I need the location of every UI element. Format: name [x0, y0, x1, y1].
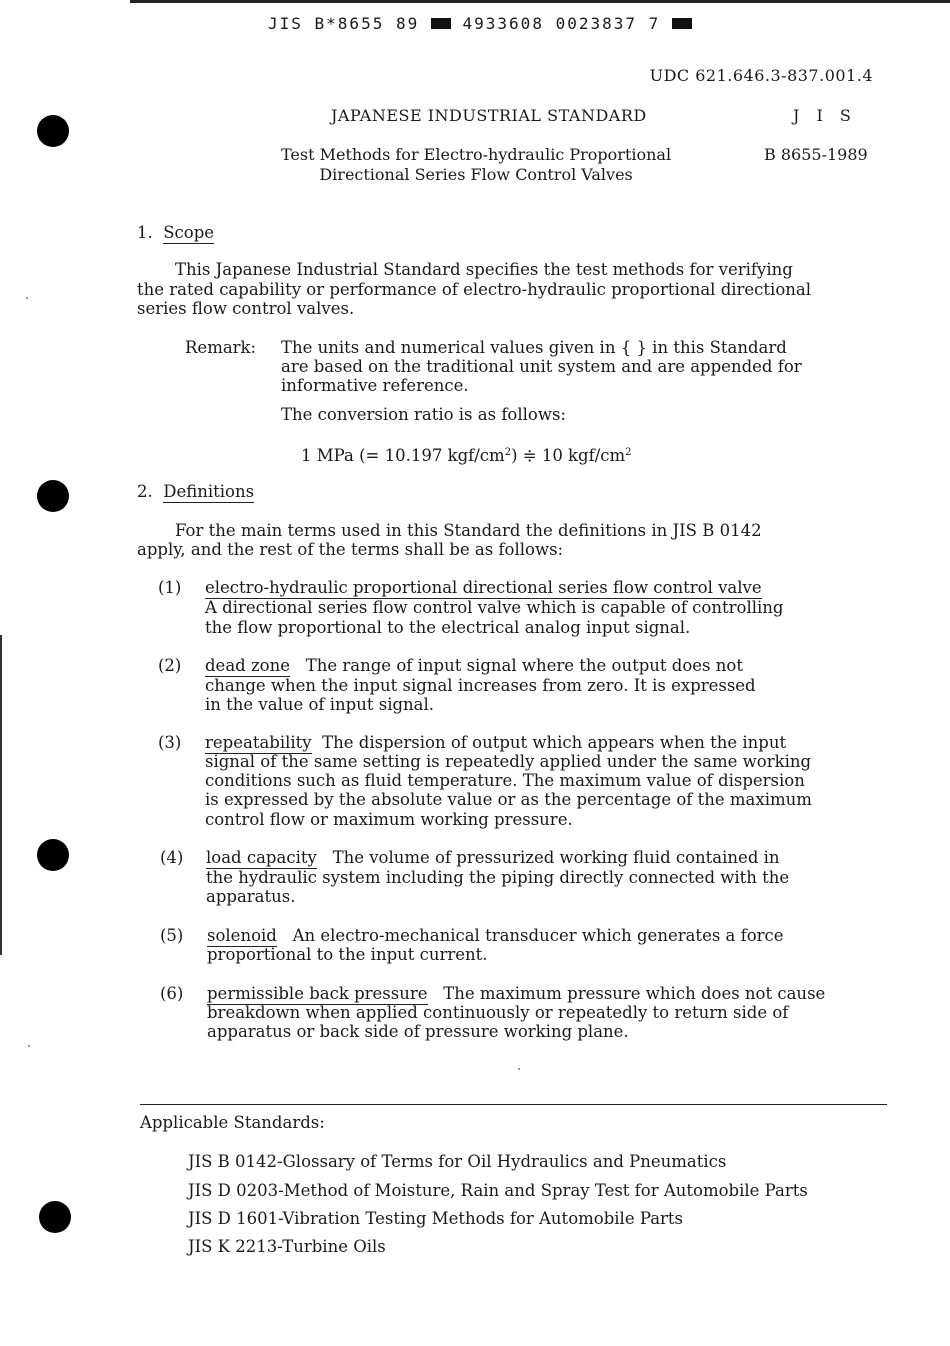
- applicable-standard-item: JIS K 2213-Turbine Oils: [188, 1237, 386, 1256]
- scan-speck: [26, 297, 28, 299]
- definition-line: proportional to the input current.: [207, 945, 488, 964]
- udc-number: UDC 621.646.3-837.001.4: [649, 66, 873, 85]
- redaction-block-icon: [431, 18, 451, 29]
- definition-number: (2): [158, 656, 182, 675]
- control-code-right: 4933608 0023837 7: [462, 14, 661, 33]
- redaction-block-icon: [672, 18, 692, 29]
- paragraph-line: This Japanese Industrial Standard specifies the test methods for verifying: [175, 260, 793, 279]
- definition-text: The maximum pressure which does not cause: [443, 984, 826, 1003]
- paragraph-line: the rated capability or performance of electro-hydraulic proportional directional: [137, 280, 812, 299]
- definition-number: (1): [158, 578, 182, 597]
- remark-line: are based on the traditional unit system and are appended for: [281, 357, 802, 376]
- title-line: Test Methods for Electro-hydraulic Proportional: [281, 145, 672, 164]
- definition-term: solenoid: [207, 926, 277, 945]
- remark-label: Remark:: [185, 338, 257, 357]
- definition-number: (5): [160, 926, 184, 945]
- conversion-formula: [301, 443, 632, 466]
- paragraph-line: For the main terms used in this Standard the definitions in JIS B 0142: [175, 521, 762, 540]
- definition-number: (4): [160, 848, 184, 867]
- definition-term: dead zone: [205, 656, 290, 675]
- definition-first-line: [207, 926, 784, 946]
- definition-first-line: [205, 656, 743, 676]
- definition-line: in the value of input signal.: [205, 695, 435, 714]
- scan-edge-mark: [0, 635, 2, 955]
- definition-text: The range of input signal where the output does not: [305, 656, 743, 675]
- binder-hole: [37, 839, 69, 871]
- formula-sup: 2: [504, 447, 512, 458]
- paragraph-line: series flow control valves.: [137, 299, 355, 318]
- definition-line: the hydraulic system including the piping directly connected with the: [206, 868, 790, 887]
- scan-speck: [518, 1068, 520, 1070]
- section-heading-scope: [137, 223, 214, 242]
- scan-speck: [28, 1045, 30, 1047]
- section-heading-definitions: [137, 482, 254, 501]
- section-title: Definitions: [163, 482, 255, 501]
- footnote-divider: [140, 1104, 887, 1105]
- formula-part: 1 MPa (= 10.197 kgf/cm: [301, 446, 505, 465]
- control-code-left: JIS B*8655 89: [268, 14, 420, 33]
- applicable-standards-heading: Applicable Standards:: [140, 1113, 325, 1132]
- definition-line: apparatus.: [206, 887, 296, 906]
- definition-line: apparatus or back side of pressure working plane.: [207, 1022, 629, 1041]
- definition-term: permissible back pressure: [207, 984, 428, 1003]
- definition-first-line: [207, 984, 825, 1004]
- definition-line: signal of the same setting is repeatedly applied under the same working: [205, 752, 812, 771]
- binder-hole: [39, 1201, 71, 1233]
- definition-term-line: [205, 578, 762, 598]
- definition-number: (3): [158, 733, 182, 752]
- definition-text: The volume of pressurized working fluid contained in: [332, 848, 780, 867]
- applicable-standard-item: JIS B 0142-Glossary of Terms for Oil Hydraulics and Pneumatics: [188, 1152, 727, 1171]
- definition-text: The dispersion of output which appears when the input: [322, 733, 787, 752]
- formula-part: ) ≑ 10 kgf/cm: [511, 446, 626, 465]
- standard-type: JAPANESE INDUSTRIAL STANDARD: [331, 106, 647, 125]
- document-control-code: [268, 14, 692, 33]
- top-border-line: [130, 0, 950, 3]
- binder-hole: [37, 480, 69, 512]
- remark-line: The units and numerical values given in { } in this Standard: [281, 338, 787, 357]
- applicable-standard-item: JIS D 0203-Method of Moisture, Rain and Spray Test for Automobile Parts: [188, 1181, 808, 1200]
- definition-line: change when the input signal increases from zero. It is expressed: [205, 676, 756, 695]
- definition-first-line: [206, 848, 780, 868]
- paragraph-line: apply, and the rest of the terms shall be as follows:: [137, 540, 564, 559]
- definition-term: electro-hydraulic proportional directional series flow control valve: [205, 578, 762, 597]
- definition-line: A directional series flow control valve which is capable of controlling: [205, 598, 784, 617]
- definition-text: An electro-mechanical transducer which generates a force: [292, 926, 784, 945]
- section-title: Scope: [163, 223, 215, 242]
- definition-line: control flow or maximum working pressure.: [205, 810, 573, 829]
- binder-hole: [37, 115, 69, 147]
- section-number: 1.: [137, 223, 153, 242]
- definition-line: the flow proportional to the electrical analog input signal.: [205, 618, 691, 637]
- section-number: 2.: [137, 482, 153, 501]
- definition-line: is expressed by the absolute value or as the percentage of the maximum: [205, 790, 812, 809]
- title-line: Directional Series Flow Control Valves: [319, 165, 633, 184]
- definition-line: conditions such as fluid temperature. The maximum value of dispersion: [205, 771, 805, 790]
- remark-line: informative reference.: [281, 376, 469, 395]
- definition-term: load capacity: [206, 848, 317, 867]
- formula-sup: 2: [625, 447, 632, 458]
- definition-number: (6): [160, 984, 184, 1003]
- definition-line: breakdown when applied continuously or repeatedly to return side of: [207, 1003, 789, 1022]
- definition-first-line: [205, 733, 786, 753]
- conversion-intro: The conversion ratio is as follows:: [281, 405, 566, 424]
- document-title: [281, 145, 671, 185]
- applicable-standard-item: JIS D 1601-Vibration Testing Methods for Automobile Parts: [188, 1209, 684, 1228]
- standard-number: B 8655-1989: [764, 145, 868, 164]
- definition-term: repeatability: [205, 733, 312, 752]
- jis-label: J I S: [793, 106, 857, 125]
